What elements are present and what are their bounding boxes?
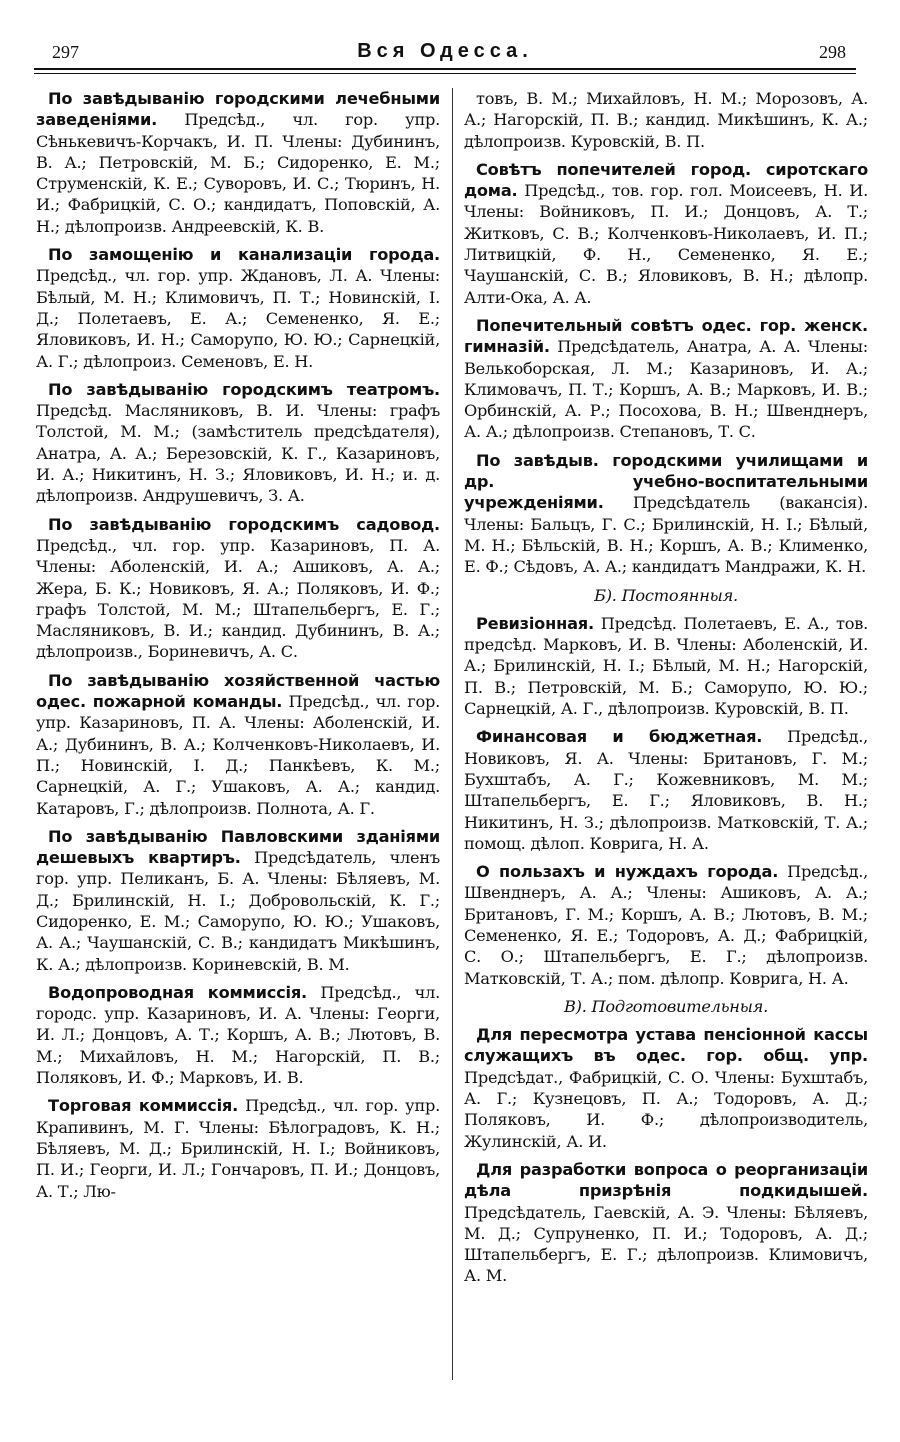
entry-pavlovsk-buildings: [36, 826, 440, 975]
left-column: [36, 88, 440, 1209]
entry-title: Для пересмотра устава пенсіонной кассы служащихъ въ одес. гор. общ. упр.: [464, 1025, 868, 1066]
entry-body: Предсѣдатель, Анатра, А. А. Члены: Велькоборская, Л. М.; Казариновъ, И. А.; Климовачъ, П. Т.; Коршъ, А. В.; Марковъ, И. В.; Орбинскій, А. Р.; Посохова, В. Н.; Швенднеръ, А. А.; дѣлопроизв. Степановъ, Т. С.: [464, 337, 868, 442]
right-column: [464, 88, 868, 1294]
entry-title: Водопроводная коммиссія.: [48, 982, 307, 1002]
page-title: Вся Одесса.: [357, 40, 533, 62]
entry-title: По завѣдыванію городскими лечебными заведеніями.: [36, 89, 440, 130]
header-rule-thin: [34, 73, 856, 74]
entry-city-theatre: [36, 379, 440, 507]
entry-city-needs: [464, 861, 868, 989]
entry-body: Предсѣд., чл. гор. упр. Ждановъ, Л. А. Члены: Бѣлый, М. Н.; Климовичъ, П. Т.; Новинскій, І. Д.; Полетаевъ, Е. А.; Семененко, Я. Е.; Яловиковъ, И. Н.; Саморупо, Ю. Ю.; Сарнецкій, А. Г.; дѣлопроиз. Семеновъ, Е. Н.: [36, 266, 440, 371]
section-heading-preparatory: В). Подготовительныя.: [563, 996, 768, 1016]
entry-body: Предсѣд., чл. городс. упр. Казариновъ, И. А. Члены: Георги, И. Л.; Донцовъ, А. Т.; Коршъ, А. В.; Лютовъ, В. М.; Михайловъ, Н. М.; Нагорскій, П. В.; Поляковъ, И. Ф.; Марковъ, И. В.: [36, 982, 440, 1088]
entry-body: Предсѣд. Масляниковъ, В. И. Члены: графъ Толстой, М. М.; (замѣститель предсѣдателя), Анатра, А. А.; Березовскій, К. Г., Казариновъ, И. А.; Никитинъ, Н. З.; Яловиковъ, И. Н.; и. д. дѣлопроизв. Андрушевичъ, З. А.: [36, 401, 440, 506]
entry-title: Для разработки вопроса о реорганизаціи дѣла призрѣнія подкидышей.: [464, 1159, 868, 1201]
entry-foundlings: [464, 1159, 868, 1287]
entry-body: Предсѣд., тов. гор. гол. Моисеевъ, Н. И. Члены: Войниковъ, П. И.; Донцовъ, А. Т.; Житковъ, С. В.; Колченковъ-Николаевъ, И. П.; Литвицкій, Ф. Н., Семененко, Я. Е.; Чаушанскій, С. В.; Яловиковъ, В. Н.; дѣлопр. Алти-Ока, А. А.: [464, 181, 868, 307]
entry-body: Предсѣд., чл. гор. упр. Казариновъ, П. А. Члены: Аболенскій, И. А.; Ашиковъ, А. А.; Жера, Б. К.; Новиковъ, Я. А.; Поляковъ, И. Ф.; графъ Толстой, М. М.; Штапельбергъ, Е. Г.; Масляниковъ, В. И.; кандид. Дубининъ, В. А.; дѣлопроизв., Бориневичъ, А. С.: [36, 535, 440, 662]
entry-body: Предсѣд., Новиковъ, Я. А. Члены: Британовъ, Г. М.; Бухштабъ, А. Г.; Кожевниковъ, М. М.; Штапельбергъ, Е. Г.; Яловиковъ, В. Н.; Никитинъ, Н. З.; дѣлопроизв. Матковскій, Т. А.; помощ. дѣлоп. Коврига, Н. А.: [464, 727, 868, 853]
entry-fire-brigade: [36, 670, 440, 819]
entry-orphanage-council: [464, 159, 868, 308]
entry-title: По завѣдыв. городскими училищами и др. учебно-воспитательными учрежденіями.: [464, 450, 868, 513]
entry-title: По завѣдыванію городскимъ театромъ.: [48, 379, 440, 399]
entry-body: Предсѣдатель, Гаевскій, А. Э. Члены: Бѣляевъ, М. Д.; Супруненко, П. И.; Тодоровъ, А. Д.; Штапельбергъ, Е. Г.; дѣлопроизв. Климовичъ, А. М.: [464, 1202, 868, 1286]
entry-gymnasium-council: [464, 315, 868, 443]
entry-pension-statute: [464, 1024, 868, 1152]
entry-paving-sewerage: [36, 244, 440, 372]
entry-title: Попечительный совѣтъ одес. гор. женск. гимназій.: [464, 315, 868, 357]
entry-body: Предсѣд., чл. гор. упр. Казариновъ, П. А. Члены: Аболенскій, И. А.; Дубининъ, В. А.; Колченковъ-Николаевъ, И. П.; Новинскій, І. Д.; Панкѣевъ, К. М.; Сарнецкій, А. Г.; Ушаковъ, А. А.; кандид. Катаровъ, Г.; дѣлопроизв. Полнота, А. Г.: [36, 692, 440, 818]
entry-title: По завѣдыванію хозяйственной частью одес. пожарной команды.: [36, 670, 440, 712]
entry-city-schools: [464, 450, 868, 578]
entry-hospitals: [36, 88, 440, 237]
entry-body: Предсѣд. Полетаевъ, Е. А., тов. предсѣд. Марковъ, И. В. Члены: Аболенскій, И. А.; Брилинскій, Н. І.; Бѣлый, М. Н.; Нагорскій, П. В.; Петровскій, М. Б.; Саморупо, Ю. Ю.; Сарнецкій, А. Г., дѣлопроизв. Куровскій, В. П.: [464, 613, 868, 719]
entry-title: По завѣдыванію городскимъ садовод.: [48, 514, 440, 534]
entry-city-gardening: [36, 514, 440, 663]
entry-water-commission: [36, 982, 440, 1088]
entry-title: О пользахъ и нуждахъ города.: [476, 862, 779, 882]
entry-continuation: товъ, В. М.; Михайловъ, Н. М.; Морозовъ, А. А.; Нагорскій, П. В.; кандид. Микѣшинъ, К. А.; дѣлопроизв. Куровскій, В. П.: [464, 89, 868, 151]
entry-trade-commission: [36, 1095, 440, 1201]
page-number-left: 297: [52, 42, 79, 62]
entry-finance-budget: [464, 726, 868, 854]
entry-audit: [464, 613, 868, 719]
entry-body: Предсѣдатель, членъ гор. упр. Пеликанъ, Б. А. Члены: Бѣляевъ, М. Д.; Брилинскій, Н. І.; Добровольскій, К. Г.; Сидоренко, Е. М.; Саморупо, Ю. Ю.; Ушаковъ, А. А.; Чаушанскій, С. В.; кандидатъ Микѣшинъ, К. А.; дѣлопроизв. Кориневскій, В. М.: [36, 848, 440, 974]
entry-body: Предсѣдатель (вакансія). Члены: Бальцъ, Г. С.; Брилинскій, Н. І.; Бѣлый, М. Н.; Бѣльскій, В. Н.; Коршъ, А. В.; Клименко, Е. Ф.; Сѣдовъ, А. А.; кандидатъ Мандражи, К. Н.: [464, 493, 868, 577]
header-rule-thick: [34, 68, 856, 70]
page-number-right: 298: [819, 42, 846, 62]
column-divider: [452, 88, 453, 1380]
entry-title: Ревизіонная.: [476, 613, 594, 633]
entry-title: Торговая коммиссія.: [48, 1096, 239, 1116]
entry-title: Совѣтъ попечителей город. сиротскаго дома.: [464, 159, 868, 201]
entry-body: Предсѣд., чл. гор. упр. Крапивинъ, М. Г. Члены: Бѣлоградовъ, К. Н.; Бѣляевъ, М. Д.; Брилинскій, Н. І.; Войниковъ, П. И.; Георги, И. Л.; Гончаровъ, П. И.; Донцовъ, А. Т.; Лю-: [36, 1096, 440, 1201]
entry-title: По замощенію и канализаціи города.: [48, 245, 440, 265]
page-header: [34, 40, 856, 68]
entry-title: Финансовая и бюджетная.: [476, 727, 763, 747]
entry-body: Предсѣдат., Фабрицкій, С. О. Члены: Бухштабъ, А. Г.; Кузнецовъ, П. А.; Тодоровъ, А. Д.; Поляковъ, И. Ф.; дѣлопроизводитель, Жулинскій, А. И.: [464, 1067, 868, 1151]
section-heading-permanent: Б). Постоянныя.: [594, 585, 738, 605]
entry-body: Предсѣд., Швенднеръ, А. А.; Члены: Ашиковъ, А. А.; Британовъ, Г. М.; Коршъ, А. В.; Лютовъ, В. М.; Семененко, Я. Е.; Тодоровъ, А. Д.; Фабрицкій, С. О.; Штапельбергъ, Е. Г.; дѣлопроизв. Матковскій, Т. А.; пом. дѣлопр. Коврига, Н. А.: [464, 862, 868, 988]
entry-title: По завѣдыванію Павловскими зданіями дешевыхъ квартиръ.: [36, 826, 440, 868]
entry-body: Предсѣд., чл. гор. упр. Сѣнькевичъ-Корчакъ, И. П. Члены: Дубининъ, В. А.; Петровскій, М. Б.; Сидоренко, Е. М.; Струменскій, К. Е.; Суворовъ, И. С.; Тюринъ, Н. И.; Фабрицкій, С. О.; кандидатъ, Поповскій, А. Н.; дѣлопроизв. Андреевскій, К. В.: [36, 110, 440, 236]
